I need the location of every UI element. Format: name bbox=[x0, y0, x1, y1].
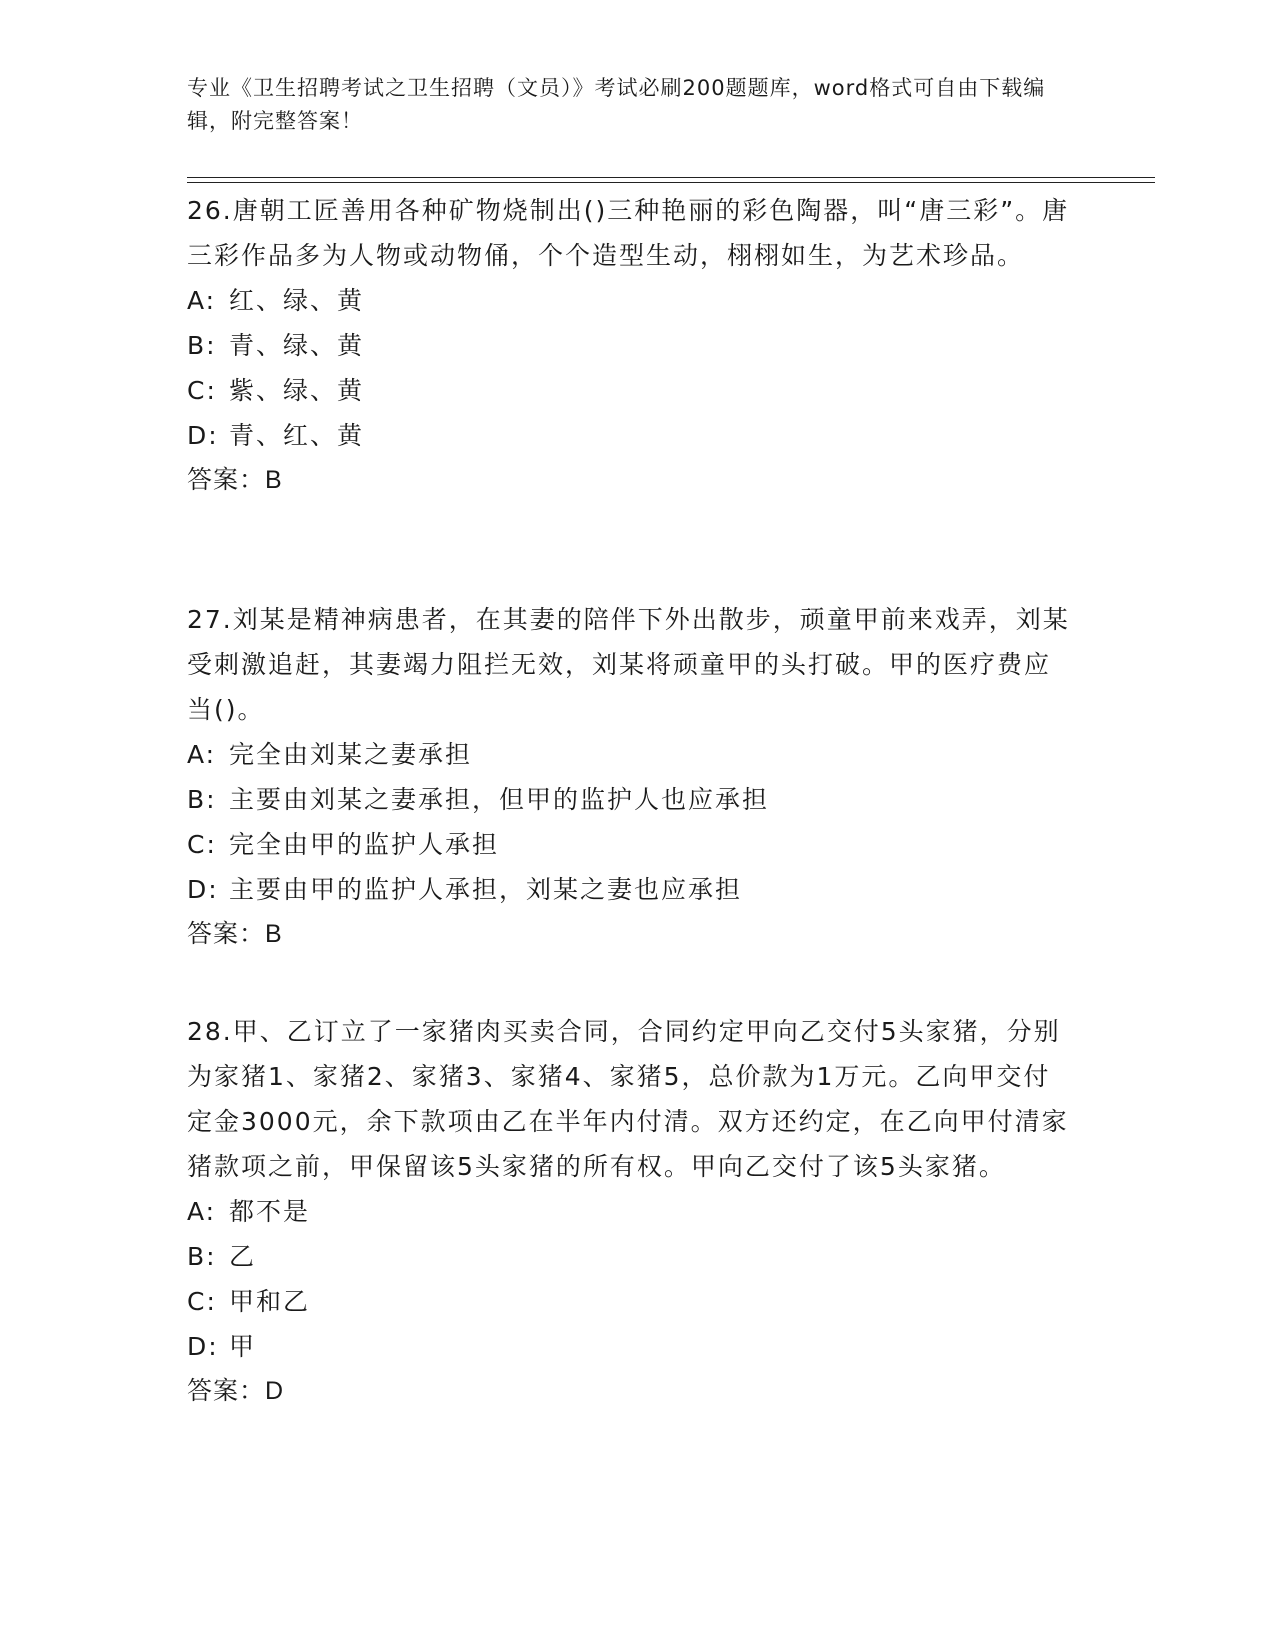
option-text: 青、红、黄 bbox=[229, 421, 365, 450]
question-stem: 26.唐朝工匠善用各种矿物烧制出()三种艳丽的彩色陶器，叫“唐三彩”。唐三彩作品多为人物或动物俑，个个造型生动，栩栩如生，为艺术珍品。 bbox=[187, 196, 1070, 270]
answer: 答案：B bbox=[187, 466, 283, 494]
option-c bbox=[187, 1279, 1077, 1324]
option-key: B: bbox=[187, 1242, 217, 1271]
header-divider-top bbox=[187, 177, 1155, 178]
option-key: C: bbox=[187, 376, 217, 405]
option-text: 红、绿、黄 bbox=[229, 286, 365, 315]
option-a bbox=[187, 278, 1077, 323]
option-text: 甲和乙 bbox=[229, 1287, 311, 1316]
option-text: 主要由甲的监护人承担，刘某之妻也应承担 bbox=[229, 875, 743, 904]
option-key: A: bbox=[187, 740, 217, 769]
option-c bbox=[187, 822, 1077, 867]
option-text: 乙 bbox=[229, 1242, 257, 1271]
option-text: 甲 bbox=[229, 1332, 257, 1361]
option-key: D: bbox=[187, 421, 219, 450]
question-26 bbox=[187, 188, 1077, 503]
option-text: 青、绿、黄 bbox=[229, 331, 365, 360]
option-key: D: bbox=[187, 1332, 219, 1361]
option-key: D: bbox=[187, 875, 219, 904]
option-d bbox=[187, 413, 1077, 458]
document-header: 专业《卫生招聘考试之卫生招聘（文员）》考试必刷200题题库，word格式可自由下载编辑，附完整答案！ bbox=[187, 76, 1046, 133]
answer: 答案：D bbox=[187, 1377, 285, 1405]
option-text: 完全由刘某之妻承担 bbox=[229, 740, 473, 769]
option-c bbox=[187, 368, 1077, 413]
option-a bbox=[187, 1189, 1077, 1234]
option-text: 完全由甲的监护人承担 bbox=[229, 830, 500, 859]
option-d bbox=[187, 867, 1077, 912]
option-key: A: bbox=[187, 286, 217, 315]
option-b bbox=[187, 777, 1077, 822]
question-stem: 27.刘某是精神病患者，在其妻的陪伴下外出散步，顽童甲前来戏弄，刘某受刺激追赶，其妻竭力阻拦无效，刘某将顽童甲的头打破。甲的医疗费应当()。 bbox=[187, 605, 1070, 724]
option-key: B: bbox=[187, 331, 217, 360]
option-d bbox=[187, 1324, 1077, 1369]
option-a bbox=[187, 732, 1077, 777]
header-divider-bottom bbox=[187, 182, 1155, 183]
question-28 bbox=[187, 1009, 1077, 1414]
option-text: 都不是 bbox=[229, 1197, 311, 1226]
question-27 bbox=[187, 597, 1077, 957]
option-key: C: bbox=[187, 830, 217, 859]
option-b bbox=[187, 1234, 1077, 1279]
option-text: 紫、绿、黄 bbox=[229, 376, 365, 405]
answer: 答案：B bbox=[187, 920, 283, 948]
option-text: 主要由刘某之妻承担，但甲的监护人也应承担 bbox=[229, 785, 770, 814]
option-key: A: bbox=[187, 1197, 217, 1226]
option-key: B: bbox=[187, 785, 217, 814]
option-b bbox=[187, 323, 1077, 368]
question-stem: 28.甲、乙订立了一家猪肉买卖合同，合同约定甲向乙交付5头家猪，分别为家猪1、家猪2、家猪3、家猪4、家猪5，总价款为1万元。乙向甲交付定金3000元，余下款项由乙在半年内付清。双方还约定，在乙向甲付清家猪款项之前，甲保留该5头家猪的所有权。甲向乙交付了该5头家猪。 bbox=[187, 1017, 1069, 1181]
option-key: C: bbox=[187, 1287, 217, 1316]
